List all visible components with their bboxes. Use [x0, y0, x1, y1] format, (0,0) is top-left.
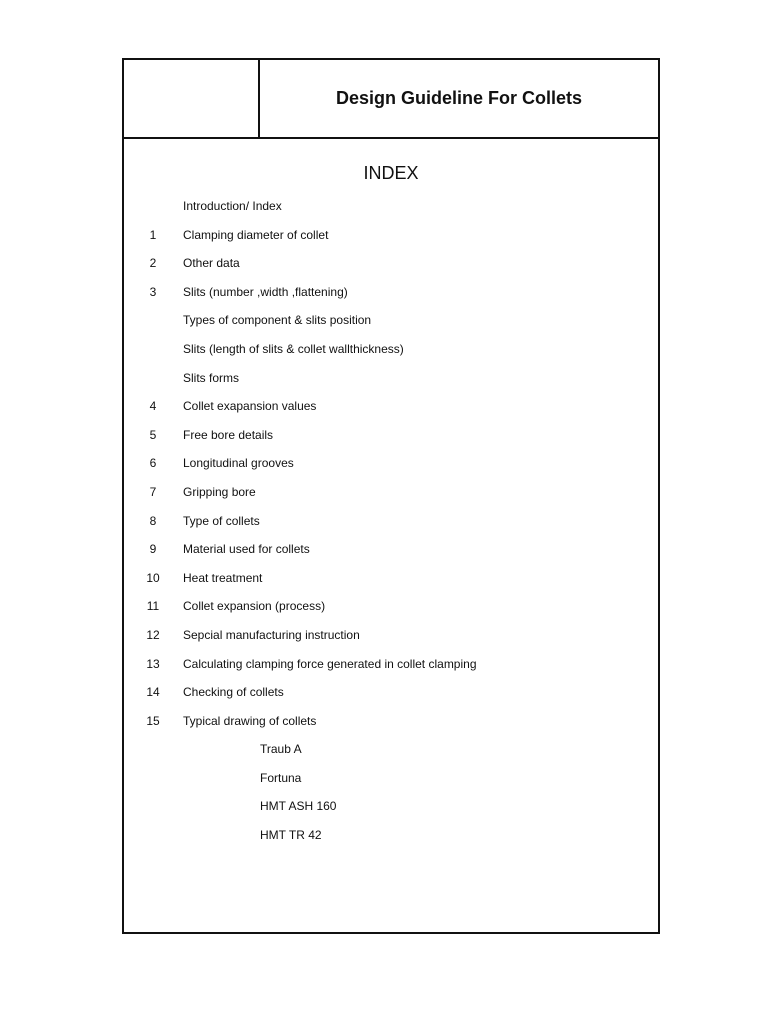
index-item	[124, 571, 658, 600]
index-item-label: Gripping bore	[183, 484, 256, 499]
index-item-label: Sepcial manufacturing instruction	[183, 627, 360, 642]
index-item-number: 13	[146, 656, 160, 671]
index-item-number: 9	[149, 542, 157, 557]
index-item	[124, 542, 658, 571]
index-item-label: Collet exapansion values	[183, 399, 317, 414]
frame-bottom-edge	[124, 932, 242, 934]
index-item-number: 14	[146, 685, 160, 700]
index-item-number: 8	[149, 513, 157, 528]
index-item-label: Heat treatment	[183, 570, 263, 585]
index-item-label: Types of component & slits position	[183, 313, 372, 328]
index-item-number: 4	[149, 399, 157, 414]
index-item	[124, 371, 658, 400]
index-item-label: HMT TR 42	[260, 828, 322, 843]
index-item-number: 11	[146, 599, 160, 614]
index-item-label: Collet expansion (process)	[183, 599, 326, 614]
index-heading: INDEX	[363, 163, 419, 183]
index-item	[124, 771, 658, 800]
index-item-label: Calculating clamping force generated in collet clamping	[183, 656, 477, 671]
index-item	[124, 714, 658, 743]
index-item	[124, 342, 658, 371]
index-list	[124, 199, 658, 857]
index-item-label: Type of collets	[183, 513, 260, 528]
index-item	[124, 228, 658, 257]
index-item-label: Free bore details	[183, 427, 274, 442]
index-item	[124, 456, 658, 485]
index-item	[124, 485, 658, 514]
index-item-number: 7	[149, 484, 157, 499]
index-item-label: Slits (length of slits & collet wallthickness)	[183, 341, 404, 356]
index-item	[124, 199, 658, 228]
logo-cell	[124, 60, 260, 137]
document-title: Design Guideline For Collets	[335, 88, 583, 108]
index-item-number: 1	[149, 227, 157, 242]
index-item	[124, 742, 658, 771]
index-item-label: HMT ASH 160	[260, 799, 337, 814]
index-item-number: 15	[146, 713, 160, 728]
index-item-label: Material used for collets	[183, 542, 310, 557]
index-item-number: 10	[146, 570, 160, 585]
index-item-label: Other data	[183, 256, 240, 271]
index-item	[124, 657, 658, 686]
index-item-label: Fortuna	[260, 770, 302, 785]
index-item	[124, 799, 658, 828]
index-item	[124, 313, 658, 342]
index-item-label: Checking of collets	[183, 685, 284, 700]
index-item-label: Typical drawing of collets	[183, 713, 317, 728]
title-block	[124, 60, 658, 139]
index-item-number: 2	[149, 256, 157, 271]
document-page	[122, 58, 660, 934]
index-item-label: Traub A	[260, 742, 302, 757]
index-item-label: Clamping diameter of collet	[183, 227, 329, 242]
index-item-number: 12	[146, 627, 160, 642]
index-item-label: Longitudinal grooves	[183, 456, 294, 471]
index-item	[124, 256, 658, 285]
index-item-number: 3	[149, 284, 157, 299]
index-item	[124, 514, 658, 543]
index-item-label: Slits forms	[183, 370, 240, 385]
index-item-label: Slits (number ,width ,flattening)	[183, 284, 348, 299]
index-item-number: 6	[149, 456, 157, 471]
index-item-number: 5	[149, 427, 157, 442]
index-item	[124, 428, 658, 457]
index-item	[124, 685, 658, 714]
index-item	[124, 599, 658, 628]
index-item	[124, 628, 658, 657]
index-item	[124, 399, 658, 428]
index-item-label: Introduction/ Index	[183, 199, 282, 213]
index-item	[124, 285, 658, 314]
index-item	[124, 828, 658, 857]
